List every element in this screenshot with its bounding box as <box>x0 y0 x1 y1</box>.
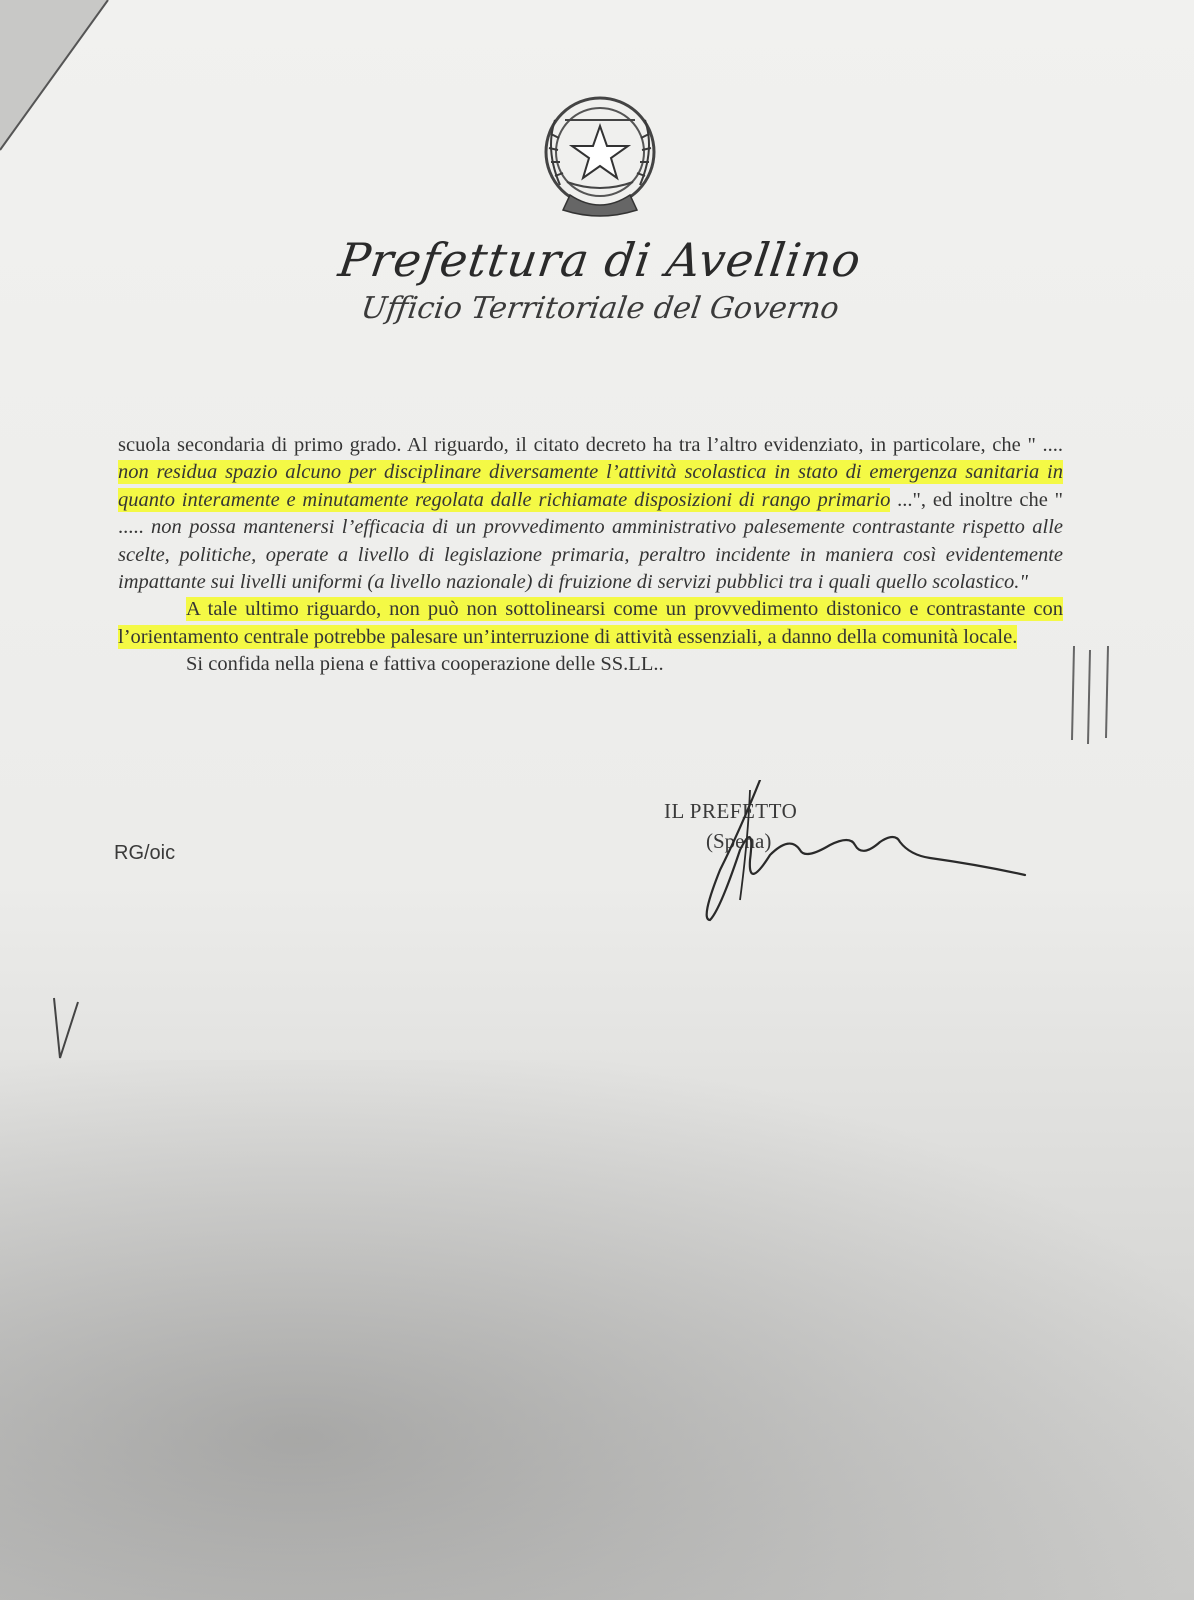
quote-2: non possa mantenersi l’efficacia di un provvedimento amministrativo palesemente contrastante rispetto alle scelte, politiche, operate a livello di legislazione primaria, peraltro incidente in maniera così evidentemente impattante sui livelli uniformi (a livello nazionale) di fruizione di servizi pubblici tra i quali quello scolastico." <box>118 516 1063 594</box>
letterhead <box>300 90 900 326</box>
office-name: Prefettura di Avellino <box>335 233 865 287</box>
paragraph-2-highlighted: A tale ultimo riguardo, non può non sottolinearsi come un provvedimento distonico e contrastante con l’orientamento centrale potrebbe palesare un’interruzione di attività essenziali, a danno della comunità locale. <box>118 598 1063 648</box>
paragraph-1 <box>118 432 1063 596</box>
hand-shadow <box>0 1060 1194 1600</box>
handwritten-signature <box>680 780 1040 940</box>
paragraph-1-connector: ...", ed inoltre che " ..... <box>118 488 1063 539</box>
letter-body <box>118 432 1063 679</box>
paragraph-1-intro: scuola secondaria di primo grado. Al riguardo, il citato decreto ha tra l’altro evidenziato, in particolare, che " .... <box>118 434 1063 456</box>
signatory-name: (Spena) <box>706 829 772 853</box>
margin-marks <box>1060 640 1120 750</box>
paragraph-3: Si confida nella piena e fattiva cooperazione delle SS.LL.. <box>186 653 664 676</box>
signatory-title: IL PREFETTO <box>664 799 798 823</box>
reference-code: RG/oic <box>114 842 176 864</box>
office-subtitle: Ufficio Territoriale del Governo <box>358 291 842 326</box>
republic-emblem-icon <box>525 90 675 225</box>
paragraph-2 <box>118 596 1063 651</box>
margin-check-mark <box>48 992 88 1062</box>
quote-1-highlighted: non residua spazio alcuno per disciplinare diversamente l’attività scolastica in stato di emergenza sanitaria in quanto interamente e minutamente regolata dalle richiamate disposizioni di rango primario <box>118 461 1063 511</box>
